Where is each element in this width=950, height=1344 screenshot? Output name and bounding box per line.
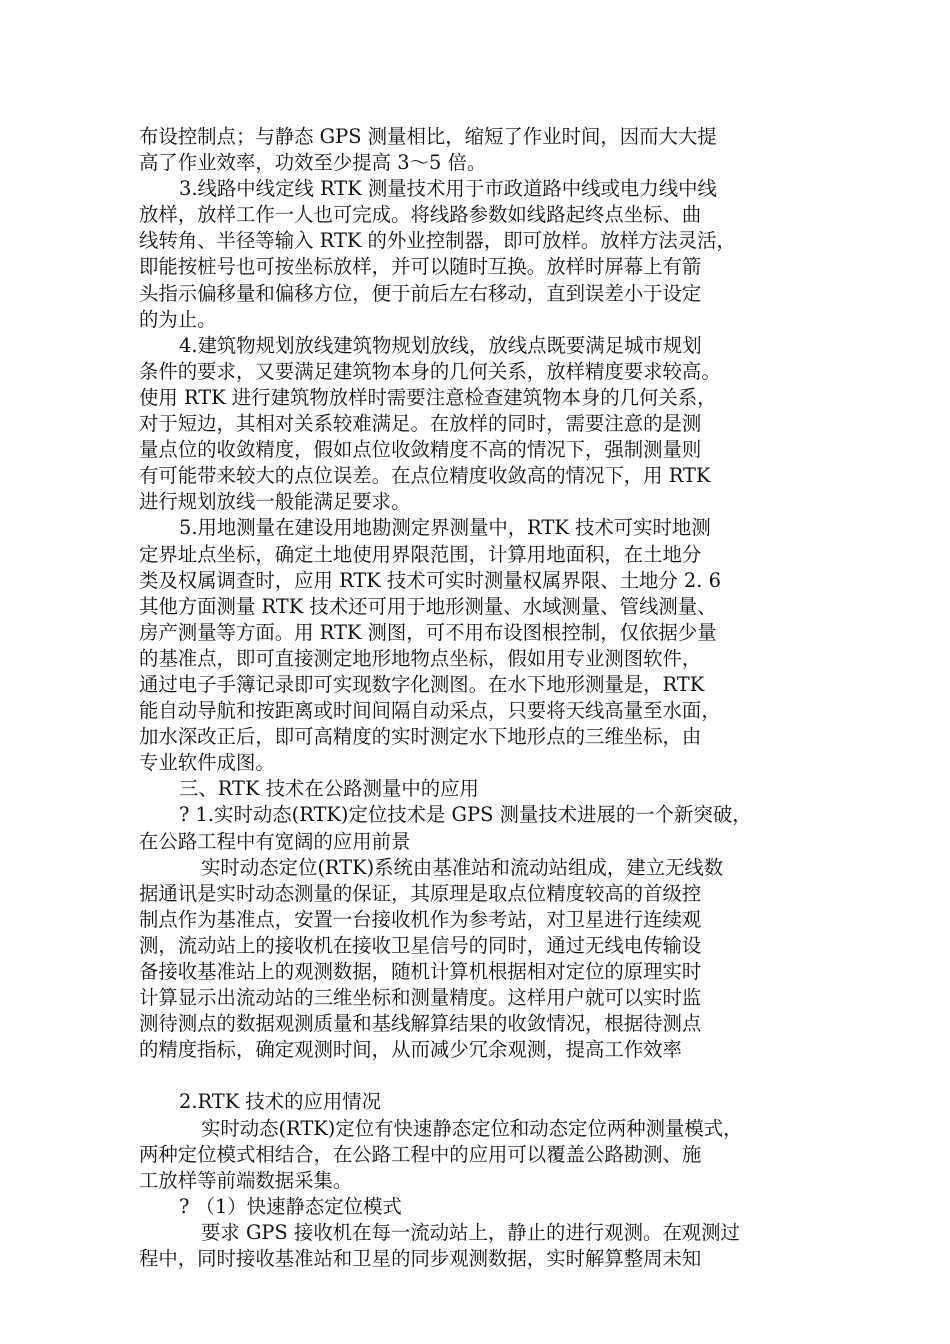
text-line: 程中，同时接收基准站和卫星的同步观测数据，实时解算整周未知 xyxy=(139,1247,702,1271)
text-line: 专业软件成图。 xyxy=(139,751,275,775)
section-heading: 三、RTK 技术在公路测量中的应用 xyxy=(179,777,479,801)
text-line: 测，流动站上的接收机在接收卫星信号的同时，通过无线电传输设 xyxy=(139,933,702,957)
text-line: 通过电子手簿记录即可实现数字化测图。在水下地形测量是，RTK xyxy=(139,672,705,696)
text-line: 两种定位模式相结合，在公路工程中的应用可以覆盖公路勘测、施 xyxy=(139,1142,702,1166)
text-line: 的为止。 xyxy=(139,307,217,331)
text-line: 有可能带来较大的点位误差。在点位精度收敛高的情况下，用 RTK xyxy=(139,464,711,488)
text-line: 制点作为基准点，安置一台接收机作为参考站，对卫星进行连续观 xyxy=(139,907,702,931)
text-line: 其他方面测量 RTK 技术还可用于地形测量、水域测量、管线测量、 xyxy=(139,594,717,618)
text-line: 在公路工程中有宽阔的应用前景 xyxy=(139,829,411,853)
subsection-heading: ? （1）快速静态定位模式 xyxy=(179,1194,402,1218)
text-line: 房产测量等方面。用 RTK 测图，可不用布设图根控制，仅依据少量 xyxy=(139,620,717,644)
text-line: 高了作业效率，功效至少提高 3～5 倍。 xyxy=(139,151,487,175)
text-line: 类及权属调查时，应用 RTK 技术可实时测量权属界限、土地分 2. 6 xyxy=(139,568,721,592)
text-line: 实时动态定位(RTK)系统由基准站和流动站组成，建立无线数 xyxy=(201,855,724,879)
text-line: 布设控制点；与静态 GPS 测量相比，缩短了作业时间，因而大大提 xyxy=(139,125,717,148)
text-line: 进行规划放线一般能满足要求。 xyxy=(139,490,411,514)
text-line: 加水深改正后，即可高精度的实时测定水下地形点的三维坐标，由 xyxy=(139,725,702,749)
subsection-heading: 2.RTK 技术的应用情况 xyxy=(179,1090,382,1114)
text-line: 计算显示出流动站的三维坐标和测量精度。这样用户就可以实时监 xyxy=(139,986,702,1010)
text-line: 5.用地测量在建设用地勘测定界测量中，RTK 技术可实时地测 xyxy=(179,516,711,540)
blank-line xyxy=(139,1063,819,1089)
text-line: 的基准点，即可直接测定地形地物点坐标，假如用专业测图软件， xyxy=(139,646,702,670)
text-line: 能自动导航和按距离或时间间隔自动采点，只要将天线高量至水面， xyxy=(139,699,721,723)
text-line: 量点位的收敛精度，假如点位收敛精度不高的情况下，强制测量则 xyxy=(139,438,702,462)
text-line: 实时动态(RTK)定位有快速静态定位和动态定位两种测量模式， xyxy=(201,1116,743,1140)
text-line: 备接收基准站上的观测数据，随机计算机根据相对定位的原理实时 xyxy=(139,960,702,983)
text-line: 放样，放样工作一人也可完成。将线路参数如线路起终点坐标、曲 xyxy=(139,203,702,227)
text-line: 测待测点的数据观测质量和基线解算结果的收敛情况，根据待测点 xyxy=(139,1012,702,1036)
text-line: 即能按桩号也可按坐标放样，并可以随时互换。放样时屏幕上有箭 xyxy=(139,255,702,279)
subsection-heading: ? 1.实时动态(RTK)定位技术是 GPS 测量技术进展的一个新突破， xyxy=(179,803,752,827)
text-line: 工放样等前端数据采集。 xyxy=(139,1168,353,1192)
text-line: 要求 GPS 接收机在每一流动站上，静止的进行观测。在观测过 xyxy=(201,1220,740,1244)
text-line: 条件的要求，又要满足建筑物本身的几何关系，放样精度要求较高。 xyxy=(139,359,721,383)
text-line: 头指示偏移量和偏移方位，便于前后左右移动，直到误差小于设定 xyxy=(139,281,702,305)
text-line: 定界址点坐标，确定土地使用界限范围，计算用地面积，在土地分 xyxy=(139,542,702,566)
text-line: 3.线路中线定线 RTK 测量技术用于市政道路中线或电力线中线 xyxy=(179,177,717,201)
text-line: 对于短边，其相对关系较难满足。在放样的同时，需要注意的是测 xyxy=(139,412,702,436)
text-line: 据通讯是实时动态测量的保证，其原理是取点位精度较高的首级控 xyxy=(139,881,702,905)
text-line: 4.建筑物规划放线建筑物规划放线，放线点既要满足城市规划 xyxy=(179,333,702,357)
text-line: 线转角、半径等输入 RTK 的外业控制器，即可放样。放样方法灵活， xyxy=(139,229,736,253)
document-body xyxy=(139,124,819,1272)
text-line: 使用 RTK 进行建筑物放样时需要注意检查建筑物本身的几何关系， xyxy=(139,385,717,409)
text-line: 的精度指标，确定观测时间，从而减少冗余观测，提高工作效率 xyxy=(139,1038,682,1062)
